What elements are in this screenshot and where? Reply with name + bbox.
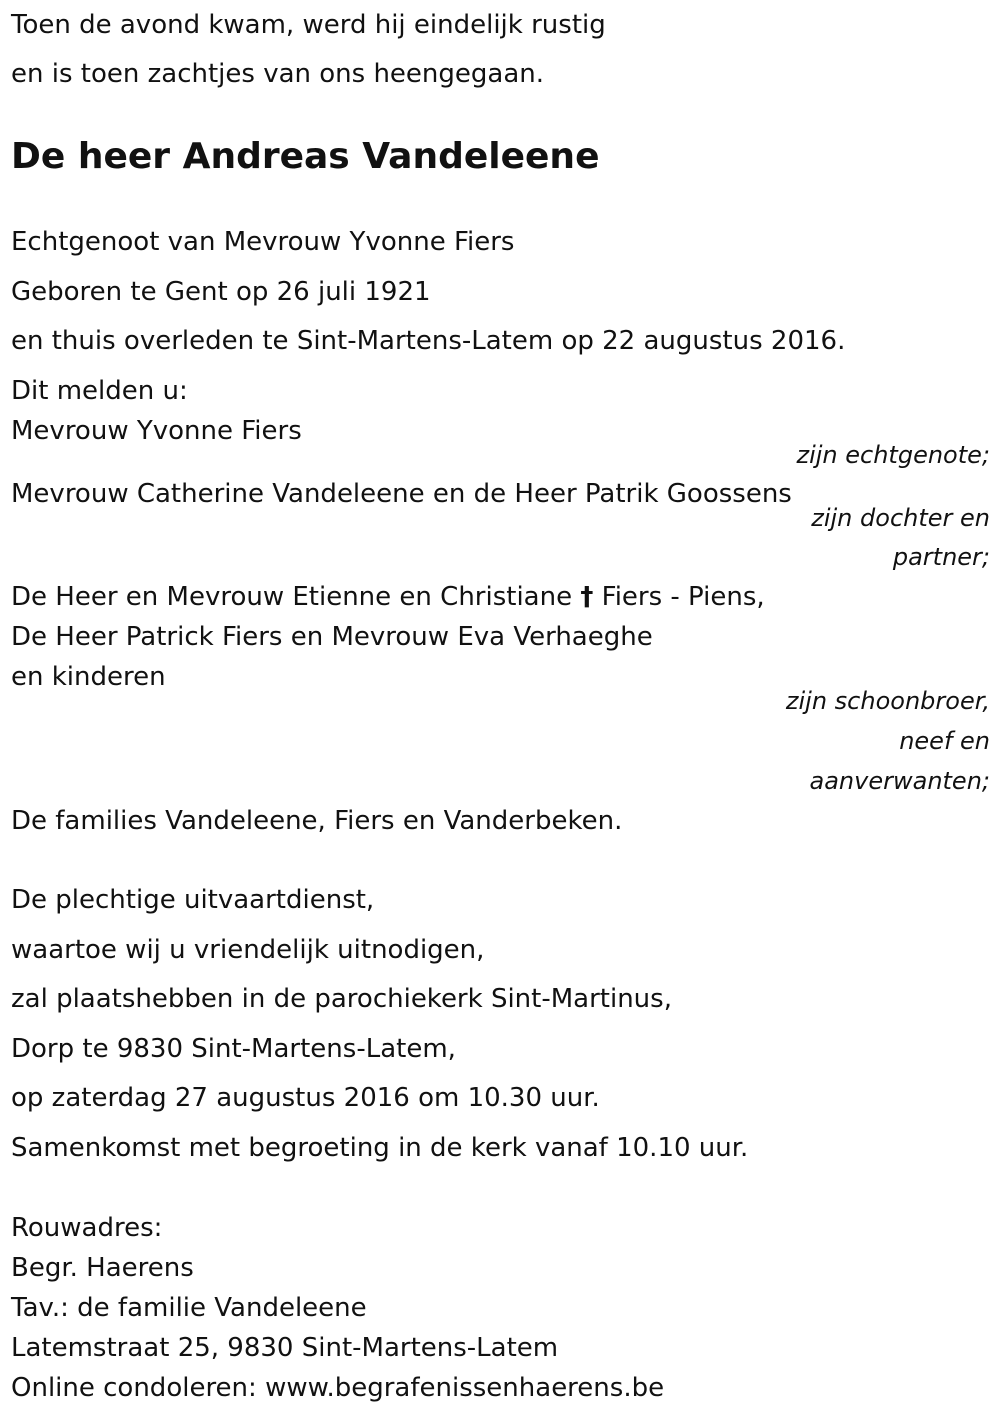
family-3-relation-3: aanverwanten;	[809, 767, 990, 795]
funeral-line-3: zal plaatshebben in de parochiekerk Sint-Martinus,	[11, 984, 672, 1014]
family-2-relation-2: partner;	[892, 543, 990, 571]
family-1-relation: zijn echtgenote;	[796, 441, 990, 469]
funeral-line-4: Dorp te 9830 Sint-Martens-Latem,	[11, 1034, 456, 1064]
online-condolence-label: Online condoleren:	[11, 1373, 266, 1403]
spouse-line: Echtgenoot van Mevrouw Yvonne Fiers	[11, 227, 515, 257]
announcement-intro: Dit melden u:	[11, 376, 188, 406]
address-label: Rouwadres:	[11, 1213, 163, 1243]
family-3-name-1a: De Heer en Mevrouw Etienne en Christiane	[11, 582, 581, 612]
intro-line-1: Toen de avond kwam, werd hij eindelijk rustig	[11, 10, 606, 40]
cross-icon: †	[580, 582, 594, 612]
family-3-name-1	[11, 582, 765, 612]
funeral-line-2: waartoe wij u vriendelijk uitnodigen,	[11, 935, 485, 965]
address-line-3: Latemstraat 25, 9830 Sint-Martens-Latem	[11, 1333, 559, 1363]
address-line-2: Tav.: de familie Vandeleene	[11, 1293, 367, 1323]
family-3-name-1b: Fiers - Piens,	[593, 582, 765, 612]
funeral-line-5: op zaterdag 27 augustus 2016 om 10.30 uur.	[11, 1083, 600, 1113]
family-2-relation-1: zijn dochter en	[811, 504, 990, 532]
family-3-relation-2: neef en	[899, 727, 990, 755]
death-line: en thuis overleden te Sint-Martens-Latem op 22 augustus 2016.	[11, 326, 846, 356]
families-line: De families Vandeleene, Fiers en Vanderbeken.	[11, 806, 623, 836]
address-line-1: Begr. Haerens	[11, 1253, 194, 1283]
family-1-name: Mevrouw Yvonne Fiers	[11, 416, 302, 446]
funeral-line-6: Samenkomst met begroeting in de kerk vanaf 10.10 uur.	[11, 1133, 749, 1163]
family-3-relation-1: zijn schoonbroer,	[785, 687, 990, 715]
online-condolence-line	[11, 1373, 664, 1403]
family-2-name: Mevrouw Catherine Vandeleene en de Heer Patrik Goossens	[11, 479, 792, 509]
family-3-name-2: De Heer Patrick Fiers en Mevrouw Eva Verhaeghe	[11, 622, 653, 652]
birth-line: Geboren te Gent op 26 juli 1921	[11, 277, 431, 307]
condolence-link[interactable]: www.begrafenissenhaerens.be	[265, 1373, 665, 1403]
intro-line-2: en is toen zachtjes van ons heengegaan.	[11, 59, 545, 89]
funeral-line-1: De plechtige uitvaartdienst,	[11, 885, 375, 915]
deceased-name-title: De heer Andreas Vandeleene	[11, 136, 600, 177]
family-3-name-3: en kinderen	[11, 662, 166, 692]
